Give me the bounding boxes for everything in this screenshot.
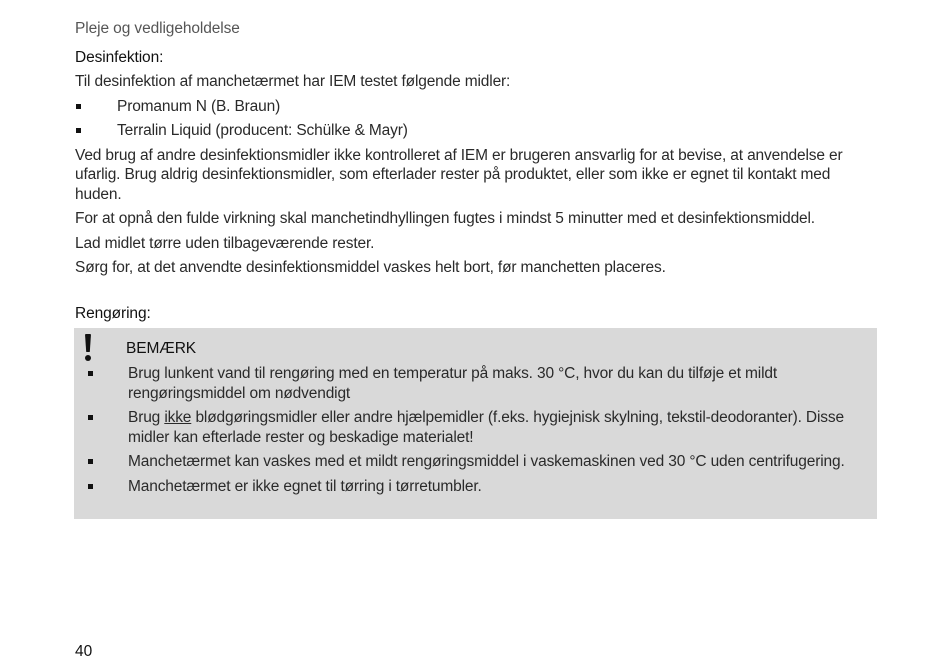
bullet-square-icon [88,484,93,489]
disinfection-intro: Til desinfektion af manchetærmet har IEM testet følgende midler: [75,73,511,90]
instruction-suffix: blødgøringsmidler eller andre hjælpemidler (f.eks. hygiejnisk skylning, tekstil-deodoranter). Disse midler kan efterlade rester og beskadige materialet! [128,409,844,446]
bullet-square-icon [76,128,81,133]
drying-paragraph: Lad midlet tørre uden tilbageværende rester. [75,234,375,252]
running-header: Pleje og vedligeholdelse [75,20,240,37]
list-item [74,477,877,497]
exclamation-icon [84,334,92,360]
list-item [74,364,877,403]
note-box [74,328,877,519]
bullet-square-icon [88,415,93,420]
disinfectant-name: Promanum N (B. Braun) [117,97,281,115]
wetting-paragraph: For at opnå den fulde virkning skal manchetindhyllingen fugtes i mindst 5 minutter med et desinfektionsmiddel. [75,210,815,227]
disinfectant-name: Terralin Liquid (producent: Schülke & Mayr) [117,122,408,139]
cleaning-title: Rengøring: [75,305,151,322]
instruction-text: Manchetærmet kan vaskes med et mildt rengøringsmiddel i vaskemaskinen ved 30 °C uden centrifugering. [128,453,845,470]
bullet-square-icon [88,371,93,376]
list-item [75,121,878,141]
rinse-paragraph: Sørg for, at det anvendte desinfektionsmiddel vaskes helt bort, før manchetten placeres. [75,259,666,276]
bullet-square-icon [76,104,81,109]
list-item [74,408,877,447]
disinfection-section [75,48,878,283]
instruction-prefix: Brug [128,409,165,426]
list-item [75,97,878,117]
responsibility-paragraph: Ved brug af andre desinfektionsmidler ikke kontrolleret af IEM er brugeren ansvarlig for at bevise, at anvendelse er ufarlig. Brug aldrig desinfektionsmidler, som efterlader rester på produktet, eller som ikke er egnet til kontakt med huden. [75,146,843,203]
instruction-text: Manchetærmet er ikke egnet til tørring i tørretumbler. [128,477,482,495]
disinfectant-list [75,97,878,141]
bullet-square-icon [88,459,93,464]
instruction-text: Brug lunkent vand til rengøring med en temperatur på maks. 30 °C, hvor du kan du tilføje et mildt rengøringsmiddel om nødvendigt [128,365,777,402]
list-item [74,452,877,472]
cleaning-instructions-list [74,364,877,501]
instruction-emphasis: ikke [164,409,192,426]
disinfection-title: Desinfektion: [75,49,164,66]
page-number: 40 [75,643,93,660]
note-label: BEMÆRK [126,340,197,357]
manual-page [75,0,878,668]
